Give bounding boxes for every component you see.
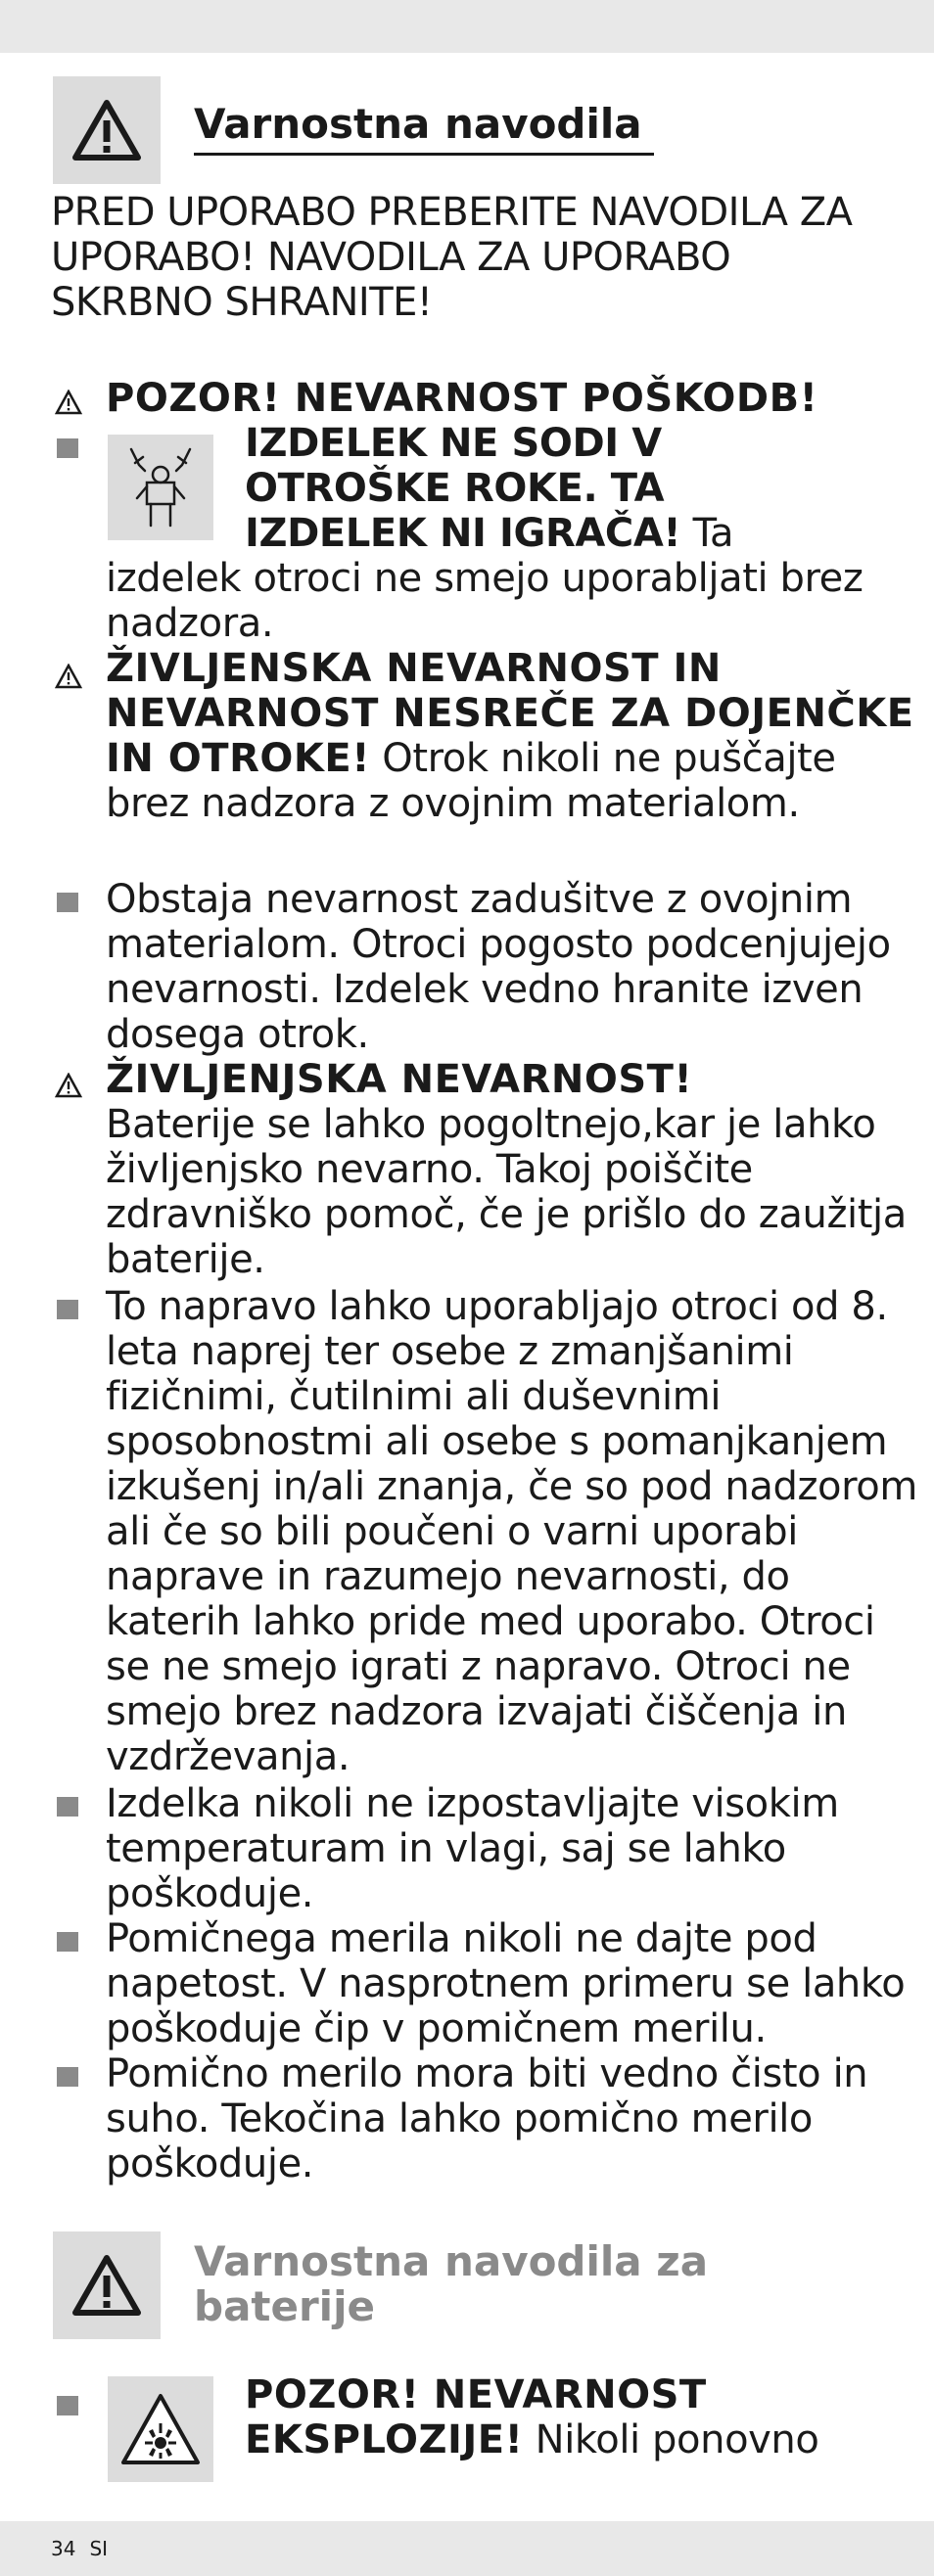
clean-dry-text: Pomično merilo mora biti vedno čisto in suho. Tekočina lahko pomično merilo poškoduje. [106, 2051, 868, 2186]
warning-triangle-icon [71, 99, 142, 161]
explosion-warning: POZOR! NEVARNOST EKSPLOZIJE! Nikoli ponovno [245, 2372, 819, 2462]
bullet-square [57, 2067, 78, 2087]
suffocation-text: Obstaja nevarnost zadušitve z ovojnim materialom. Otroci pogosto podcenjujejo nevarnosti. Izdelek vedno hranite izven dosega otrok. [106, 877, 891, 1057]
warning-triangle-icon [55, 390, 82, 415]
warning-triangle-icon [55, 664, 82, 689]
child-icon-box [108, 435, 213, 540]
bullet-square [57, 1797, 78, 1817]
bullet-square [57, 1300, 78, 1319]
bullet-square [57, 438, 78, 458]
language-code: SI [89, 2537, 109, 2560]
page-number: 34 [51, 2537, 76, 2560]
top-bar [0, 0, 934, 53]
battery-warning: ŽIVLJENJSKA NEVARNOST! Baterije se lahko pogoltnejo,kar je lahko življenjsko nevarno. Takoj poiščite zdravniško pomoč, če je prišlo do zaužitja baterije. [106, 1057, 907, 1282]
bottom-bar [0, 2521, 934, 2576]
warning-triangle-icon [55, 1073, 82, 1098]
warning-icon-box [53, 76, 161, 184]
voltage-text: Pomičnega merila nikoli ne dajte pod napetost. V nasprotnem primeru se lahko poškoduje čip v pomičnem merilu. [106, 1916, 906, 2051]
children-usage-text: To napravo lahko uporabljajo otroci od 8. leta naprej ter osebe z zmanjšanimi fizičnimi, čutilnimi ali duševnimi sposobnostmi ali osebe s pomanjkanjem izkušenj in/ali znanja, če so pod nadzorom ali če so bili poučeni o varni uporabi naprave in razumejo nevarnosti, do katerih lahko pride med uporabo. Otroci se ne smejo igrati z napravo. Otroci ne smejo brez nadzora izvajati čiščenja in vzdrževanja. [106, 1284, 917, 1779]
intro-text: PRED UPORABO PREBERITE NAVODILA ZA UPORABO! NAVODILA ZA UPORABO SKRBNO SHRANITE! [51, 190, 853, 325]
battery-section-title: Varnostna navodila za baterije [194, 2237, 709, 2330]
warning-triangle-icon [71, 2254, 142, 2317]
bullet-square [57, 893, 78, 912]
infant-warning: ŽIVLJENSKA NEVARNOST IN NEVARNOST NESREČE ZA DOJENČKE IN OTROKE! Otrok nikoli ne puščajte brez nadzora z ovojnim materialom. [106, 646, 914, 826]
child-warning: IZDELEK NE SODI V OTROŠKE ROKE. TA IZDELEK NI IGRAČA! Ta [245, 421, 734, 556]
temperature-text: Izdelka nikoli ne izpostavljajte visokim temperaturam in vlagi, saj se lahko poškoduje. [106, 1781, 839, 1916]
explosion-icon-box [108, 2376, 213, 2482]
warning-icon-box [53, 2231, 161, 2339]
bullet-square [57, 1932, 78, 1952]
warning-heading: POZOR! NEVARNOST POŠKODB! [106, 376, 818, 421]
bullet-square [57, 2396, 78, 2415]
explosion-icon [119, 2392, 202, 2466]
section-title: Varnostna navodila [194, 102, 654, 156]
child-warning-text: izdelek otroci ne smejo uporabljati brez nadzora. [106, 556, 864, 646]
page-footer [51, 2537, 121, 2560]
child-hands-icon [121, 443, 200, 531]
